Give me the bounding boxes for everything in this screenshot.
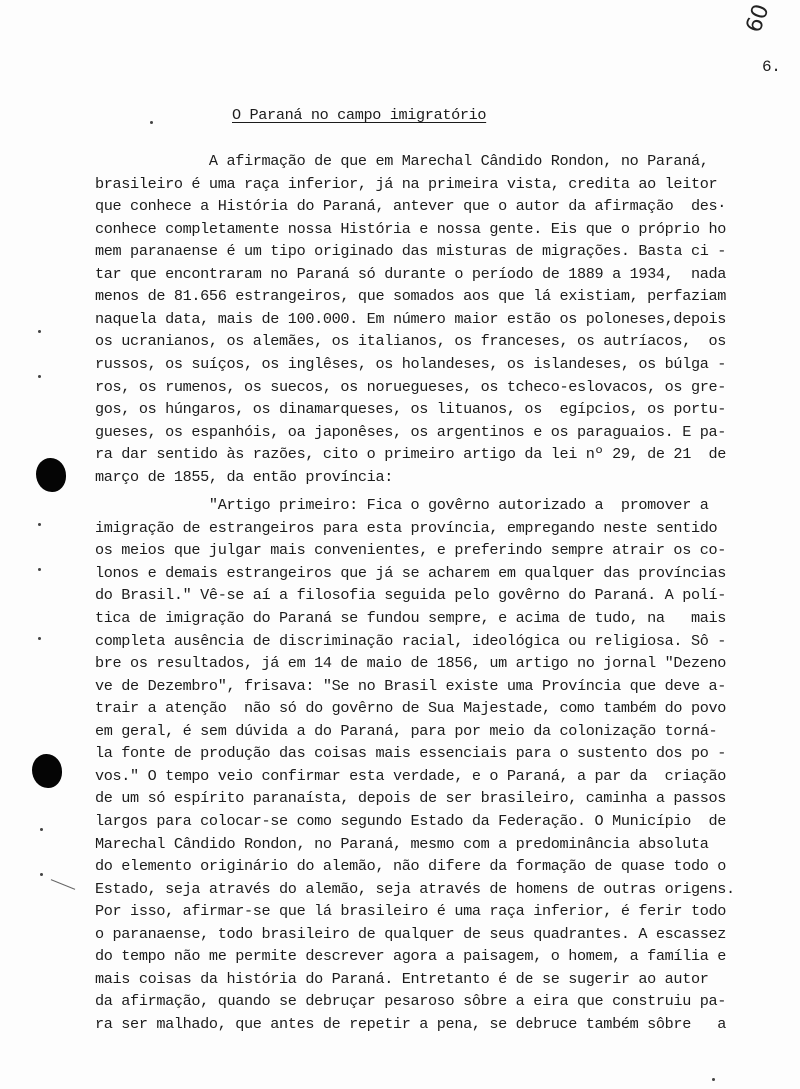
punch-hole [36, 458, 66, 492]
text-line: da afirmação, quando se debruçar pesaroso sôbre a eira que construiu pa- [95, 992, 727, 1011]
text-line: la fonte de produção das coisas mais essenciais para o sustento dos po - [95, 744, 727, 763]
text-line: naquela data, mais de 100.000. Em número maior estão os poloneses,depois [95, 309, 727, 328]
speck [40, 873, 43, 876]
handwritten-page-number: 60 [741, 1, 775, 36]
text-line: do elemento originário do alemão, não difere da formação de quase todo o [95, 857, 727, 876]
text-line: "Artigo primeiro: Fica o govêrno autorizado a promover a [95, 496, 709, 515]
text-line: ra ser malhado, que antes de repetir a pena, se debruce também sôbre a [95, 1014, 727, 1033]
text-line: em geral, é sem dúvida a do Paraná, para por meio da colonização torná- [95, 721, 718, 740]
speck [38, 568, 41, 571]
text-line: brasileiro é uma raça inferior, já na primeira vista, credita ao leitor [95, 174, 718, 193]
text-line: imigração de estrangeiros para esta província, empregando neste sentido [95, 518, 718, 537]
text-line: gueses, os espanhóis, oa japonêses, os argentinos e os paraguaios. E pa- [95, 422, 727, 441]
text-line: mais coisas da história do Paraná. Entretanto é de se sugerir ao autor [95, 969, 709, 988]
text-line: do tempo não me permite descrever agora a paisagem, o homem, a família e [95, 947, 727, 966]
text-line: completa ausência de discriminação racial, ideológica ou religiosa. Sô - [95, 631, 727, 650]
text-line: mem paranaense é um tipo originado das misturas de migrações. Basta ci - [95, 242, 727, 261]
text-line: o paranaense, todo brasileiro de qualquer de seus quadrantes. A escassez [95, 924, 727, 943]
text-line: bre os resultados, já em 14 de maio de 1856, um artigo no jornal "Dezeno [95, 654, 727, 673]
text-line: vos." O tempo veio confirmar esta verdade, e o Paraná, a par da criação [95, 766, 727, 785]
punch-hole [32, 754, 62, 788]
text-line: março de 1855, da então província: [95, 467, 393, 486]
text-line: trair a atenção não só do govêrno de Sua Majestade, como também do povo [95, 699, 727, 718]
text-line: russos, os suíços, os inglêses, os holandeses, os islandeses, os búlga - [95, 354, 727, 373]
text-line: ros, os rumenos, os suecos, os noruegueses, os tcheco-eslovacos, os gre- [95, 377, 727, 396]
text-line: Marechal Cândido Rondon, no Paraná, mesmo com a predominância absoluta [95, 834, 709, 853]
text-line: do Brasil." Vê-se aí a filosofia seguida pelo govêrno do Paraná. A polí- [95, 586, 727, 605]
text-line: que conhece a História do Paraná, antever que o autor da afirmação des· [95, 197, 727, 216]
text-line: Por isso, afirmar-se que lá brasileiro é uma raça inferior, é ferir todo [95, 902, 727, 921]
speck [38, 523, 41, 526]
text-line: tica de imigração do Paraná se fundou sempre, e acima de tudo, na mais [95, 609, 727, 627]
text-line: lonos e demais estrangeiros que já se acharem em qualquer das províncias [95, 563, 727, 582]
pen-mark [51, 879, 75, 890]
text-line: gos, os húngaros, os dinamarqueses, os lituanos, os egípcios, os portu- [95, 400, 727, 419]
speck [40, 828, 43, 831]
text-line: ve de Dezembro", frisava: "Se no Brasil existe uma Província que deve a- [95, 676, 727, 695]
text-line: menos de 81.656 estrangeiros, que somados aos que lá existiam, perfaziam [95, 287, 727, 306]
page-number: 6. [762, 58, 781, 76]
text-line: os ucranianos, os alemães, os italianos, os franceses, os autríacos, os [95, 332, 727, 351]
text-line: A afirmação de que em Marechal Cândido Rondon, no Paraná, [95, 152, 709, 170]
text-line: conhece completamente nossa História e nossa gente. Eis que o próprio ho [95, 219, 727, 238]
text-line: de um só espírito paranaísta, depois de ser brasileiro, caminha a passos [95, 789, 727, 808]
speck [38, 375, 41, 378]
speck [38, 637, 41, 640]
speck [38, 330, 41, 333]
speck [712, 1078, 715, 1081]
text-line: os meios que julgar mais convenientes, e preferindo sempre atrair os co- [95, 541, 727, 560]
text-line: Estado, seja através do alemão, seja através de homens de outras origens. [95, 879, 735, 898]
text-line: largos para colocar-se como segundo Estado da Federação. O Município de [95, 811, 727, 830]
document-title: O Paraná no campo imigratório [232, 106, 487, 124]
speck [150, 121, 153, 124]
text-line: tar que encontraram no Paraná só durante o período de 1889 a 1934, nada [95, 264, 727, 283]
text-line: ra dar sentido às razões, cito o primeiro artigo da lei nº 29, de 21 de [95, 445, 727, 464]
